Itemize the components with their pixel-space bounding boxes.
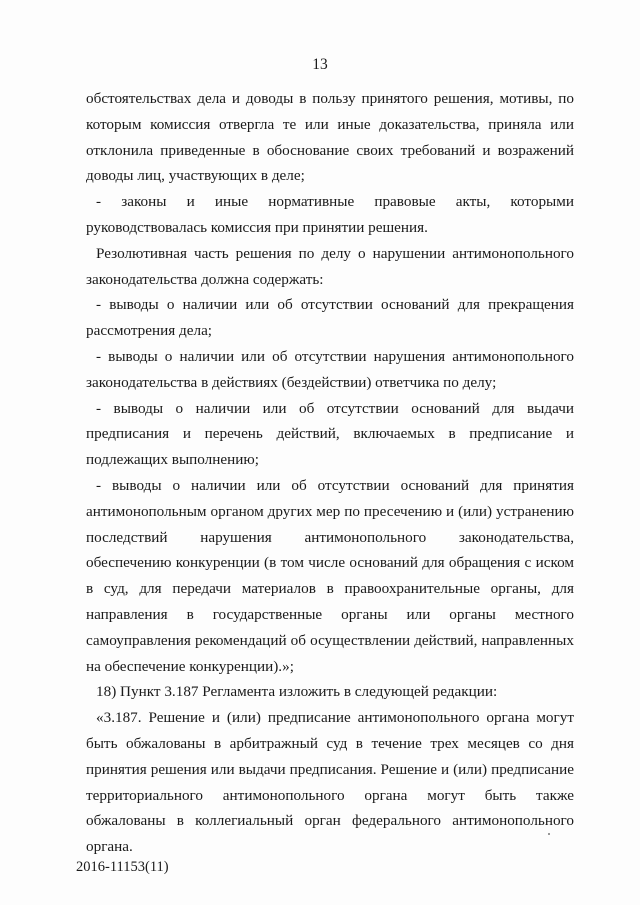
scan-dot: [548, 833, 550, 835]
paragraph-violation: - выводы о наличии или об отсутствии нарушения антимонопольного законодательства в действиях (бездействии) ответчика по делу;: [86, 347, 574, 391]
document-code: 2016-11153(11): [76, 859, 169, 875]
paragraph-clause-18: 18) Пункт 3.187 Регламента изложить в следующей редакции:: [96, 683, 498, 701]
paragraph-termination: - выводы о наличии или об отсутствии оснований для прекращения рассмотрения дела;: [86, 296, 574, 340]
paragraph-resolutive-part: Резолютивная часть решения по делу о нарушении антимонопольного законодательства должна содержать:: [86, 244, 574, 288]
paragraph-laws: - законы и иные нормативные правовые акты, которыми руководствовалась комиссия при принятии решения.: [86, 193, 574, 236]
paragraph-clause-3187: «3.187. Решение и (или) предписание антимонопольного органа могут быть обжалованы в арбитражный суд в течение трех месяцев со дня принятия решения или выдачи предписания. Решение и (или) предписание территориального антимонопольного органа могут быть также обжалованы в коллегиальный орган федерального антимонопольного органа.: [86, 709, 574, 856]
paragraph-prescription: - выводы о наличии или об отсутствии оснований для выдачи предписания и перечень действий, включаемых в предписание и подлежащих выполнению;: [86, 399, 574, 469]
document-body: [86, 86, 574, 860]
paragraph-continuation: обстоятельствах дела и доводы в пользу принятого решения, мотивы, по которым комиссия отвергла те или иные доказательства, приняла или отклонила приведенные в обоснование своих требований и возражений доводы лиц, участвующих в деле;: [86, 90, 574, 185]
page-number: 13: [312, 56, 328, 73]
paragraph-other-measures: - выводы о наличии или об отсутствии оснований для принятия антимонопольным органом других мер по пресечению и (или) устранению последствий нарушения антимонопольного законодательства, обеспечению конкуренции (в том числе оснований для обращения с иском в суд, для передачи материалов в правоохранительные органы, для направления в государственные органы или органы местного самоуправления рекомендаций об осуществлении действий, направленных на обеспечение конкуренции).»;: [86, 476, 574, 675]
